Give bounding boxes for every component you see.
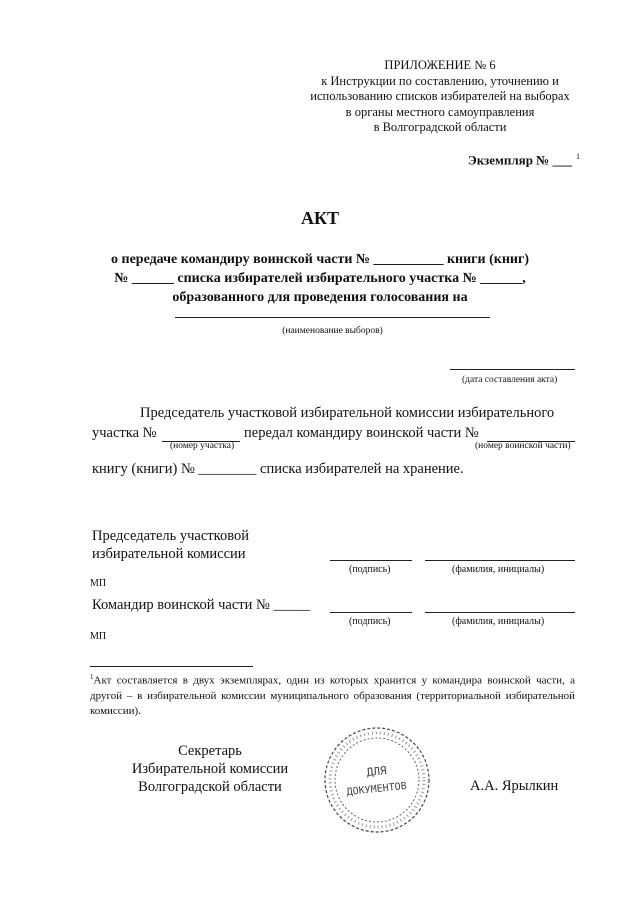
annex-header (300, 58, 580, 136)
secretary-line: Избирательной комиссии (131, 761, 289, 777)
copy-label: Экземпляр № ___ (467, 152, 572, 168)
station-caption: (номер участка) (170, 441, 235, 451)
election-caption: (наименование выборов) (282, 326, 383, 336)
copy-footnote-mark: 1 (576, 152, 580, 161)
commander-name-caption: (фамилия, инициалы) (452, 616, 545, 627)
annex-line: к Инструкции по составлению, уточнению и (321, 73, 559, 88)
annex-line: ПРИЛОЖЕНИЕ № 6 (384, 58, 496, 72)
date-line (450, 369, 575, 370)
subtitle-line: образованного для проведения голосования на (172, 290, 468, 305)
secretary-name: А.А. Ярылкин (470, 778, 559, 794)
annex-line: в органы местного самоуправления (345, 104, 535, 119)
election-name-line (175, 317, 490, 318)
stamp-place-mark: МП (90, 631, 107, 642)
annex-line: в Волгоградской области (373, 120, 507, 134)
subtitle-line: № ______ списка избирателей избирательного участка № ______, (114, 271, 526, 286)
commander-sign-caption: (подпись) (349, 616, 391, 627)
act-subtitle (0, 250, 640, 307)
commander-line: Командир воинской части № _____ (92, 597, 310, 613)
copy-number (468, 152, 580, 168)
annex-line: использованию списков избирателей на выборах (310, 89, 570, 103)
body-line-2a: участка № (92, 425, 157, 441)
commander-sign-line (330, 612, 412, 613)
chair-name-line (425, 560, 575, 561)
secretary-line: Волгоградской области (138, 779, 282, 795)
footnote-separator (90, 666, 253, 667)
subtitle-line: о передаче командиру воинской части № __________ книги (книг) (111, 252, 529, 267)
secretary-title (110, 742, 310, 796)
chair-name-caption: (фамилия, инициалы) (452, 564, 545, 575)
commander-name-line (425, 612, 575, 613)
chair-line-1: Председатель участковой (92, 528, 249, 544)
stamp-place-mark: МП (90, 578, 107, 589)
act-title: АКТ (300, 208, 340, 228)
footnote-mark: 1 (90, 673, 94, 681)
stamp-text-2: ДОКУМЕНТОВ (346, 780, 408, 799)
secretary-line: Секретарь (178, 743, 242, 759)
body-line-2b: передал командиру воинской части № (244, 425, 479, 441)
chair-sign-line (330, 560, 412, 561)
footnote (90, 670, 575, 719)
stamp-text-1: ДЛЯ (366, 764, 388, 780)
chair-line-2: избирательной комиссии (92, 546, 246, 562)
footnote-text: Акт составляется в двух экземплярах, один из которых хранится у командира воинской части, а другой – в избирательной комиссии муниципального образования (территориальной избирательной комиссии). (90, 674, 575, 717)
unit-caption: (номер воинской части) (475, 441, 571, 451)
seal-stamp-icon (322, 725, 432, 835)
body-line-3: книгу (книги) № ________ списка избирателей на хранение. (92, 461, 464, 477)
chair-sign-caption: (подпись) (349, 564, 391, 575)
date-caption: (дата составления акта) (462, 375, 558, 385)
body-line-1: Председатель участковой избирательной комиссии избирательного (140, 405, 555, 421)
